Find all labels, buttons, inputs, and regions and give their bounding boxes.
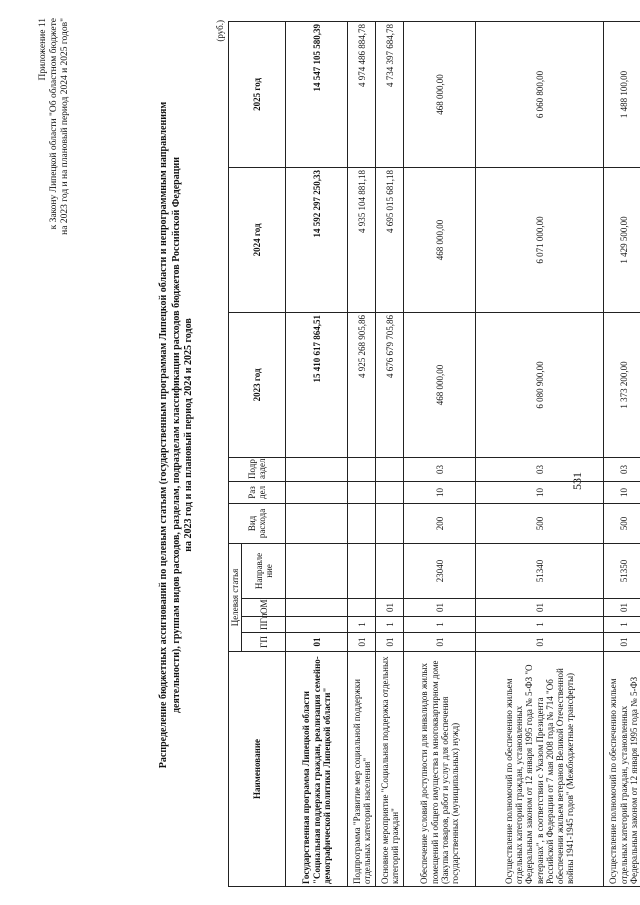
row-amount-2023: 1 373 200,00 <box>604 312 640 457</box>
row-gp: 01 <box>404 633 476 652</box>
header-gp: ГП <box>242 633 286 652</box>
row-section <box>286 481 348 503</box>
row-pgp <box>286 617 348 633</box>
row-expense-type: 500 <box>476 503 604 543</box>
document-title <box>158 45 196 825</box>
table-row <box>376 21 404 886</box>
row-name: Подпрограмма "Развитие мер социальной поддержки отдельных категорий населения" <box>348 652 376 887</box>
table-row <box>404 21 476 886</box>
row-name: Обеспечение условий доступности для инвалидов жилых помещений и общего имущества в многоквартирном доме (Закупка товаров, работ и услуг для обеспечения государственных (муниципальных) нужд) <box>404 652 476 887</box>
header-section: Раз дел <box>229 481 286 503</box>
row-direction: 51350 <box>604 543 640 598</box>
header-year-2023: 2023 год <box>229 312 286 457</box>
table-row <box>604 21 640 886</box>
appendix-line: к Закону Липецкой области "Об областном бюджете <box>48 18 59 230</box>
row-om: 01 <box>376 599 404 617</box>
header-direction: Направле ние <box>242 543 286 598</box>
row-om: 01 <box>404 599 476 617</box>
row-amount-2025: 6 060 800,00 <box>476 21 604 167</box>
row-amount-2024: 468 000,00 <box>404 167 476 312</box>
row-section: 10 <box>476 481 604 503</box>
header-subsection: Подр аздел <box>229 457 286 481</box>
row-expense-type <box>286 503 348 543</box>
row-name: Осуществление полномочий по обеспечению жильем отдельных категорий граждан, установленных Федеральным законом от 12 января 1995 года № 5-ФЗ <box>604 652 640 887</box>
row-amount-2025: 14 547 105 580,39 <box>286 21 348 167</box>
row-section <box>348 481 376 503</box>
appendix-line: Приложение 11 <box>38 18 48 81</box>
row-amount-2025: 4 734 397 684,78 <box>376 21 404 167</box>
row-pgp: 1 <box>604 617 640 633</box>
row-subsection <box>286 457 348 481</box>
row-om: 01 <box>476 599 604 617</box>
appendix-header <box>38 18 71 348</box>
row-gp: 01 <box>348 633 376 652</box>
row-section <box>376 481 404 503</box>
table-row <box>476 21 604 886</box>
row-pgp: 1 <box>348 617 376 633</box>
table-row <box>286 21 348 886</box>
title-line: на 2023 год и на плановый период 2024 и 2025 годов <box>183 318 194 552</box>
row-subsection: 03 <box>604 457 640 481</box>
row-pgp: 1 <box>376 617 404 633</box>
row-name: Осуществление полномочий по обеспечению жильем отдельных категорий граждан, установленных Федеральным законом от 12 января 1995 года № 5-ФЗ "О ветеранах", в соответствии с Указом Президента Российской Федерации от 7 мая 2008 года № 714 "Об обеспечении жильем ветеранов Великой Отечественной войны 1941-1945 годов" (Межбюджетные трансферты) <box>476 652 604 887</box>
row-direction <box>348 543 376 598</box>
row-expense-type <box>348 503 376 543</box>
row-om <box>286 599 348 617</box>
row-subsection: 03 <box>404 457 476 481</box>
table-row <box>348 21 376 886</box>
row-gp: 01 <box>604 633 640 652</box>
row-direction <box>376 543 404 598</box>
row-amount-2024: 4 695 015 681,18 <box>376 167 404 312</box>
row-gp: 01 <box>476 633 604 652</box>
budget-table <box>228 21 640 887</box>
header-target-article: Целевая статья <box>229 543 242 651</box>
appendix-line: на 2023 год и на плановый период 2024 и 2025 годов" <box>59 18 70 235</box>
row-direction: 23040 <box>404 543 476 598</box>
row-subsection <box>376 457 404 481</box>
row-amount-2023: 6 080 900,00 <box>476 312 604 457</box>
row-amount-2025: 468 000,00 <box>404 21 476 167</box>
title-line: Распределение бюджетных ассигнований по целевым статьям (государственным программам Липецкой области и непрограммным направлениям <box>158 101 169 769</box>
row-expense-type <box>376 503 404 543</box>
row-gp: 01 <box>286 633 348 652</box>
row-amount-2025: 1 488 100,00 <box>604 21 640 167</box>
title-line: деятельности), группам видов расходов, разделам, подразделам классификации расходов бюджетов Российской Федерации <box>170 156 182 714</box>
row-gp: 01 <box>376 633 404 652</box>
row-expense-type: 200 <box>404 503 476 543</box>
row-name: Государственная программа Липецкой области "Социальная поддержка граждан, реализация семейно-демографической политики Липецкой области" <box>286 652 348 887</box>
row-amount-2023: 15 410 617 864,51 <box>286 312 348 457</box>
row-pgp: 1 <box>476 617 604 633</box>
row-subsection: 03 <box>476 457 604 481</box>
header-om: ОМ <box>242 599 286 617</box>
row-amount-2024: 4 935 104 881,18 <box>348 167 376 312</box>
row-amount-2025: 4 974 486 884,78 <box>348 21 376 167</box>
row-pgp: 1 <box>404 617 476 633</box>
row-amount-2023: 468 000,00 <box>404 312 476 457</box>
row-amount-2023: 4 676 679 705,86 <box>376 312 404 457</box>
header-expense-type: Вид расхода <box>229 503 286 543</box>
row-name: Основное мероприятие "Социальная поддержка отдельных категорий граждан" <box>376 652 404 887</box>
row-direction: 51340 <box>476 543 604 598</box>
row-section: 10 <box>404 481 476 503</box>
row-amount-2024: 1 429 500,00 <box>604 167 640 312</box>
row-amount-2024: 6 071 000,00 <box>476 167 604 312</box>
row-direction <box>286 543 348 598</box>
row-om: 01 <box>604 599 640 617</box>
header-name: Наименование <box>229 652 286 887</box>
currency-note: (руб.) <box>215 20 225 42</box>
row-om <box>348 599 376 617</box>
header-pgp: ПГп <box>242 617 286 633</box>
header-year-2025: 2025 год <box>229 21 286 167</box>
row-amount-2024: 14 592 297 250,33 <box>286 167 348 312</box>
page-number: 531 <box>570 472 584 490</box>
row-subsection <box>348 457 376 481</box>
row-section: 10 <box>604 481 640 503</box>
row-amount-2023: 4 925 268 905,86 <box>348 312 376 457</box>
row-expense-type: 500 <box>604 503 640 543</box>
header-year-2024: 2024 год <box>229 167 286 312</box>
